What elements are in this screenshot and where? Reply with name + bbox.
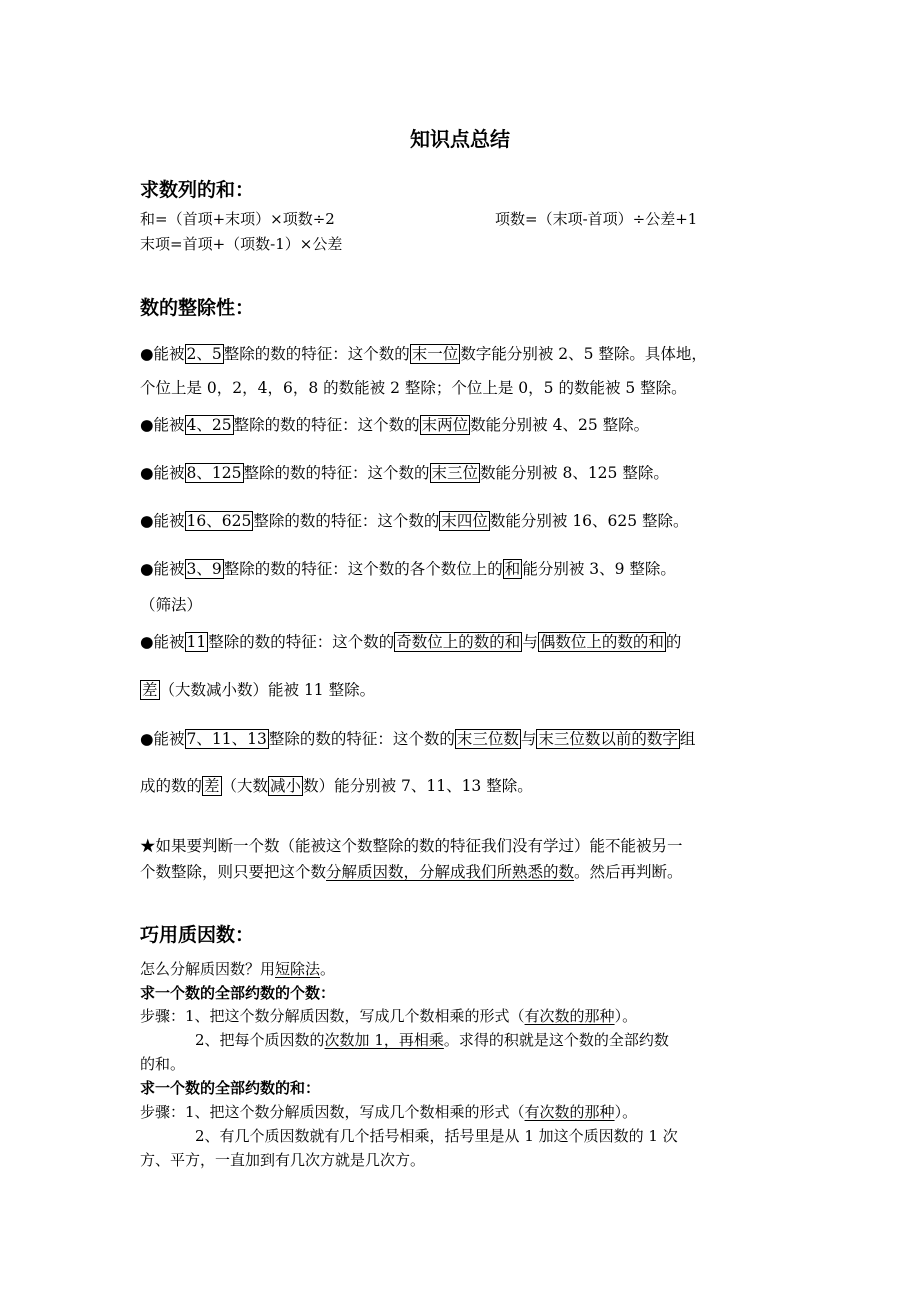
boxed-key: 末三位数以前的数字 — [538, 730, 678, 748]
bullet-icon: ● — [140, 512, 154, 530]
boxed-key: 奇数位上的数的和 — [396, 633, 521, 651]
formula-last-term: 末项=首项+（项数-1）×公差 — [140, 235, 343, 253]
count-step-2-cont: 的和。 — [140, 1055, 186, 1073]
formula-term-count: 项数=（末项-首项）÷公差+1 — [495, 210, 698, 228]
rule-3-9-note: （筛法） — [140, 596, 203, 614]
rule-8-125: ●能被 8、125 整除的数的特征：这个数的 末三位 数能分别被 8、125 整除。 — [140, 464, 669, 482]
bullet-icon: ● — [140, 730, 154, 748]
bullet-icon: ● — [140, 633, 154, 651]
boxed-key: 末一位 — [411, 345, 459, 363]
boxed-divisor: 8、125 — [186, 464, 242, 482]
bullet-icon: ● — [140, 464, 154, 482]
boxed-divisor: 4、25 — [186, 416, 232, 434]
rule-3-9: ●能被 3、9 整除的数的特征：这个数的各个数位上的 和 能分别被 3、9 整除。 — [140, 560, 676, 578]
rule-7-11-13-cont: 成的数的 差 （大数 减小 数）能分别被 7、11、13 整除。 — [140, 777, 533, 795]
boxed-key: 偶数位上的数的和 — [539, 633, 664, 651]
rule-16-625: ●能被 16、625 整除的数的特征：这个数的 末四位 数能分别被 16、625 整除。 — [140, 512, 689, 530]
boxed-key: 减小 — [270, 777, 302, 795]
boxed-divisor: 3、9 — [186, 560, 222, 578]
subheading-divisor-count: 求一个数的全部约数的个数： — [140, 984, 336, 1002]
underlined-phrase: 有次数的那种 — [524, 1007, 615, 1025]
formula-sum: 和=（首项+末项）×项数÷2 — [140, 210, 335, 228]
rule-11: ●能被 11 整除的数的特征：这个数的 奇数位上的数的和 与 偶数位上的数的和 的 — [140, 633, 682, 651]
boxed-divisor: 2、5 — [186, 345, 222, 363]
bullet-icon: ● — [140, 416, 154, 434]
boxed-key: 末两位 — [421, 416, 469, 434]
rule-2-5-detail: 个位上是 0，2，4，6，8 的数能被 2 整除；个位上是 0，5 的数能被 5 整除。 — [140, 379, 687, 397]
boxed-key: 差 — [204, 777, 220, 795]
star-note-line1: ★如果要判断一个数（能被这个数整除的数的特征我们没有学过）能不能被另一 — [140, 837, 683, 855]
rule-7-11-13: ●能被 7、11、13 整除的数的特征：这个数的 末三位数 与 末三位数以前的数字 组 — [140, 730, 696, 748]
sum-step-2-cont: 方、平方，一直加到有几次方就是几次方。 — [140, 1151, 426, 1169]
rule-4-25: ●能被 4、25 整除的数的特征：这个数的 末两位 数能分别被 4、25 整除。 — [140, 416, 650, 434]
sum-step-1: 步骤：1、把这个数分解质因数，写成几个数相乘的形式（有次数的那种）。 — [140, 1103, 638, 1121]
factor-question: 怎么分解质因数？用短除法。 — [140, 960, 336, 978]
underlined-phrase: 分解质因数，分解成我们所熟悉的数 — [326, 863, 575, 881]
boxed-divisor: 7、11、13 — [186, 730, 267, 748]
boxed-key: 末四位 — [441, 512, 488, 530]
section-heading-prime-factors: 巧用质因数： — [140, 924, 255, 946]
page-title: 知识点总结 — [410, 127, 510, 151]
boxed-divisor: 16、625 — [186, 512, 252, 530]
section-heading-divisibility: 数的整除性： — [140, 297, 255, 319]
boxed-key: 末三位 — [431, 464, 479, 482]
boxed-key: 差 — [142, 681, 158, 699]
boxed-key: 和 — [504, 560, 521, 578]
underlined-phrase: 有次数的那种 — [524, 1103, 615, 1121]
bullet-icon: ● — [140, 345, 154, 363]
boxed-key: 末三位数 — [456, 730, 519, 748]
boxed-divisor: 11 — [186, 633, 207, 651]
section-heading-sequence-sum: 求数列的和： — [140, 179, 255, 201]
rule-11-cont: 差 （大数减小数）能被 11 整除。 — [142, 681, 376, 699]
star-note-line2: 个数整除，则只要把这个数分解质因数，分解成我们所熟悉的数。然后再判断。 — [140, 863, 683, 881]
sum-step-2: 2、有几个质因数就有几个括号相乘，括号里是从 1 加这个质因数的 1 次 — [195, 1127, 678, 1145]
bullet-icon: ● — [140, 560, 154, 578]
count-step-1: 步骤：1、把这个数分解质因数，写成几个数相乘的形式（有次数的那种）。 — [140, 1007, 638, 1025]
count-step-2: 2、把每个质因数的次数加 1，再相乘。求得的积就是这个数的全部约数 — [195, 1031, 669, 1049]
subheading-divisor-sum: 求一个数的全部约数的和： — [140, 1079, 321, 1097]
underlined-phrase: 短除法 — [275, 960, 321, 978]
underlined-phrase: 次数加 1，再相乘 — [324, 1031, 444, 1049]
rule-2-5: ●能被 2、5 整除的数的特征：这个数的 末一位 数字能分别被 2、5 整除。具体地， — [140, 345, 707, 363]
